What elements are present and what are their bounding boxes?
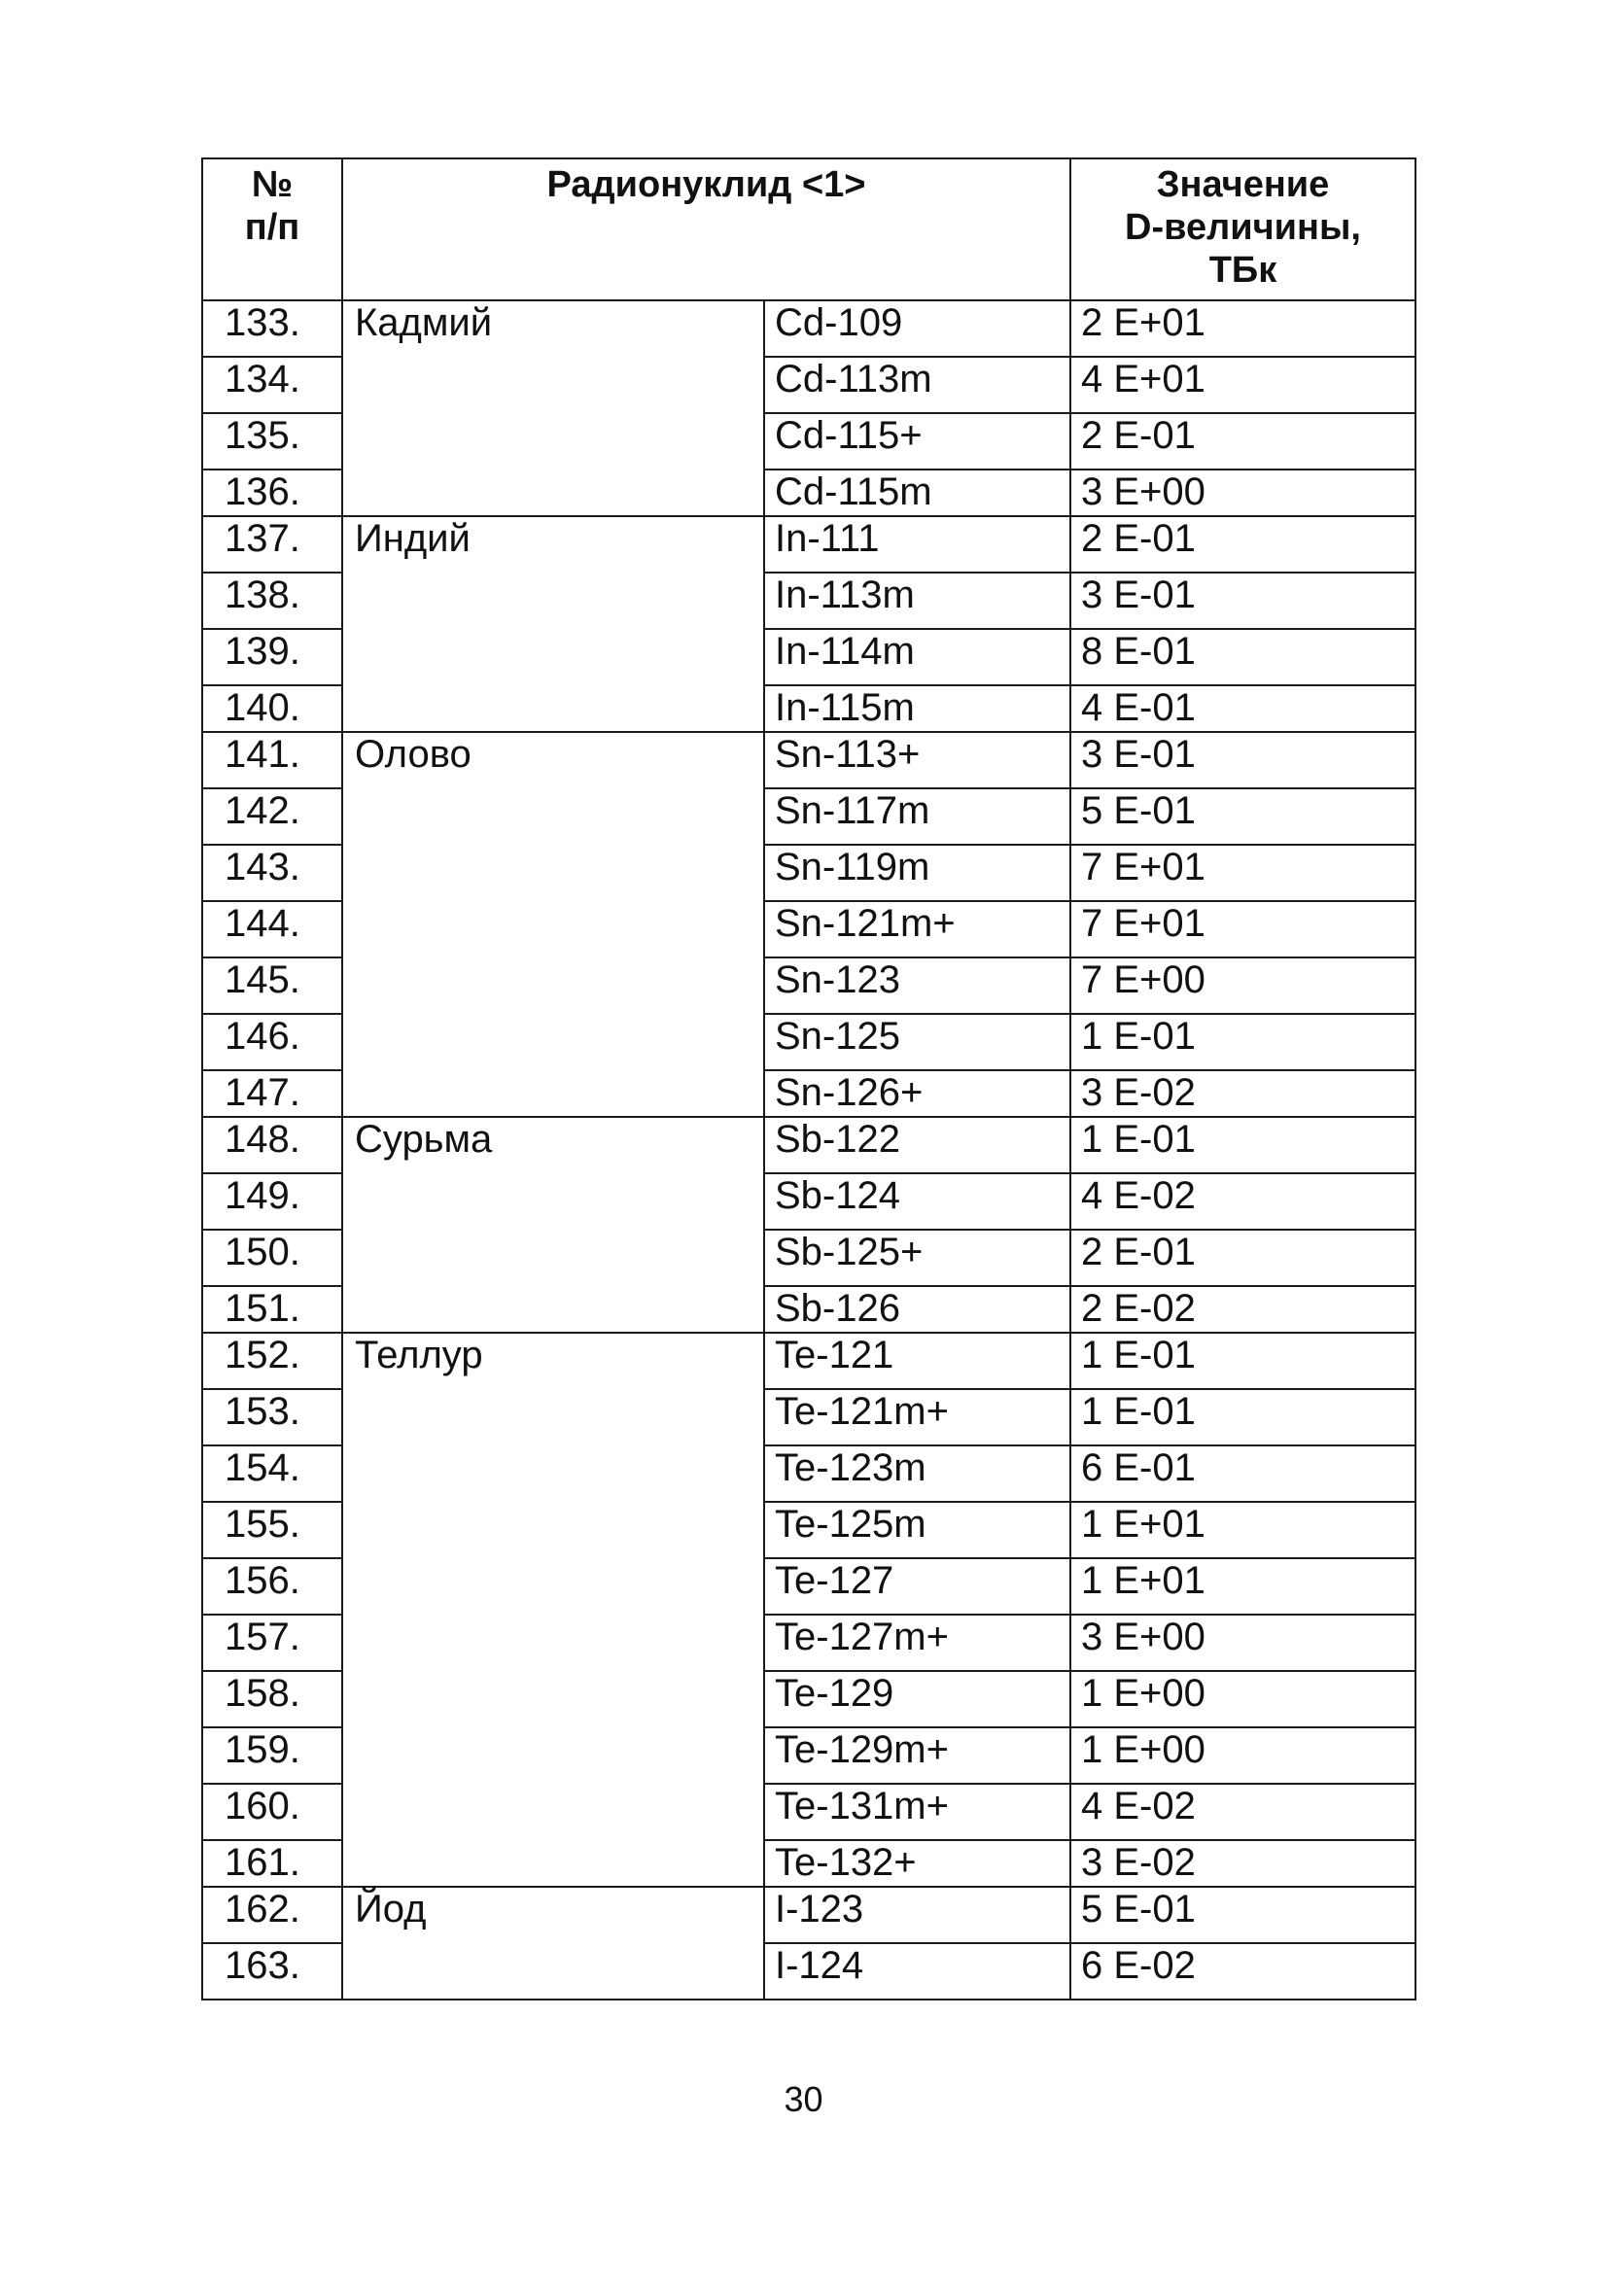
row-number: 158.	[202, 1671, 342, 1727]
header-number-line2: п/п	[244, 207, 300, 248]
nuclide-name: Cd-113m	[764, 357, 1070, 413]
nuclide-name: Sn-117m	[764, 788, 1070, 845]
element-name: Йод	[342, 1887, 764, 2000]
table-row	[202, 732, 1415, 788]
d-value: 7 E+00	[1070, 957, 1415, 1014]
d-value: 2 E-02	[1070, 1286, 1415, 1333]
row-number: 157.	[202, 1615, 342, 1671]
nuclide-name: Sb-124	[764, 1173, 1070, 1230]
d-value: 2 E-01	[1070, 1230, 1415, 1286]
row-number: 137.	[202, 516, 342, 573]
d-value: 1 E-01	[1070, 1117, 1415, 1173]
nuclide-name: Sb-125+	[764, 1230, 1070, 1286]
d-value: 4 E-01	[1070, 685, 1415, 732]
page-number: 30	[784, 2079, 823, 2119]
row-number: 145.	[202, 957, 342, 1014]
nuclide-name: Te-131m+	[764, 1784, 1070, 1840]
nuclide-name: I-123	[764, 1887, 1070, 1943]
d-value: 2 E-01	[1070, 516, 1415, 573]
element-name: Сурьма	[342, 1117, 764, 1333]
nuclide-name: I-124	[764, 1943, 1070, 2000]
d-value: 4 E+01	[1070, 357, 1415, 413]
row-number: 141.	[202, 732, 342, 788]
nuclide-name: Sn-113+	[764, 732, 1070, 788]
row-number: 150.	[202, 1230, 342, 1286]
row-number: 139.	[202, 629, 342, 685]
row-number: 134.	[202, 357, 342, 413]
header-number-line1: №	[251, 164, 294, 205]
d-value: 7 E+01	[1070, 901, 1415, 957]
row-number: 143.	[202, 845, 342, 901]
header-value-line3: ТБк	[1208, 250, 1277, 291]
header-value	[1070, 158, 1415, 300]
row-number: 133.	[202, 300, 342, 357]
row-number: 135.	[202, 413, 342, 470]
nuclide-name: Te-125m	[764, 1502, 1070, 1558]
row-number: 162.	[202, 1887, 342, 1943]
nuclide-name: Sn-126+	[764, 1070, 1070, 1117]
row-number: 147.	[202, 1070, 342, 1117]
table-row	[202, 516, 1415, 573]
d-value: 2 E-01	[1070, 413, 1415, 470]
d-value: 1 E+00	[1070, 1671, 1415, 1727]
nuclide-name: Sn-119m	[764, 845, 1070, 901]
table-row	[202, 1117, 1415, 1173]
nuclide-name: Cd-115m	[764, 470, 1070, 516]
nuclide-name: In-114m	[764, 629, 1070, 685]
nuclide-name: Te-132+	[764, 1840, 1070, 1887]
row-number: 155.	[202, 1502, 342, 1558]
d-value: 1 E+00	[1070, 1727, 1415, 1784]
nuclide-name: Te-127	[764, 1558, 1070, 1615]
nuclide-name: Te-121	[764, 1333, 1070, 1389]
row-number: 140.	[202, 685, 342, 732]
header-number	[202, 158, 342, 300]
d-value: 6 E-01	[1070, 1445, 1415, 1502]
row-number: 156.	[202, 1558, 342, 1615]
row-number: 163.	[202, 1943, 342, 2000]
d-value: 2 E+01	[1070, 300, 1415, 357]
header-value-line1: Значение	[1156, 164, 1330, 205]
row-number: 148.	[202, 1117, 342, 1173]
d-value: 6 E-02	[1070, 1943, 1415, 2000]
element-name: Теллур	[342, 1333, 764, 1887]
row-number: 160.	[202, 1784, 342, 1840]
header-radionuclide: Радионуклид <1>	[342, 158, 1070, 300]
d-value: 3 E+00	[1070, 1615, 1415, 1671]
d-value: 7 E+01	[1070, 845, 1415, 901]
d-value: 1 E+01	[1070, 1558, 1415, 1615]
d-value: 1 E-01	[1070, 1014, 1415, 1070]
radionuclide-table	[201, 157, 1416, 2000]
row-number: 142.	[202, 788, 342, 845]
nuclide-name: Cd-115+	[764, 413, 1070, 470]
nuclide-name: Sn-121m+	[764, 901, 1070, 957]
nuclide-name: Sn-125	[764, 1014, 1070, 1070]
element-name: Олово	[342, 732, 764, 1117]
row-number: 159.	[202, 1727, 342, 1784]
nuclide-name: Sb-126	[764, 1286, 1070, 1333]
d-value: 1 E-01	[1070, 1333, 1415, 1389]
element-name: Кадмий	[342, 300, 764, 516]
nuclide-name: Sn-123	[764, 957, 1070, 1014]
d-value: 5 E-01	[1070, 1887, 1415, 1943]
table-row	[202, 1333, 1415, 1389]
d-value: 8 E-01	[1070, 629, 1415, 685]
table-header-row	[202, 158, 1415, 300]
row-number: 146.	[202, 1014, 342, 1070]
row-number: 161.	[202, 1840, 342, 1887]
d-value: 3 E+00	[1070, 470, 1415, 516]
nuclide-name: Te-129m+	[764, 1727, 1070, 1784]
d-value: 3 E-01	[1070, 732, 1415, 788]
nuclide-name: Te-129	[764, 1671, 1070, 1727]
d-value: 4 E-02	[1070, 1173, 1415, 1230]
nuclide-name: Te-127m+	[764, 1615, 1070, 1671]
header-value-line2: D-величины,	[1125, 207, 1361, 248]
nuclide-name: Te-123m	[764, 1445, 1070, 1502]
nuclide-name: Te-121m+	[764, 1389, 1070, 1445]
d-value: 3 E-02	[1070, 1070, 1415, 1117]
row-number: 151.	[202, 1286, 342, 1333]
d-value: 5 E-01	[1070, 788, 1415, 845]
row-number: 154.	[202, 1445, 342, 1502]
table-row	[202, 1887, 1415, 1943]
element-name: Индий	[342, 516, 764, 732]
d-value: 3 E-02	[1070, 1840, 1415, 1887]
nuclide-name: In-113m	[764, 573, 1070, 629]
table-body	[202, 300, 1415, 2000]
row-number: 153.	[202, 1389, 342, 1445]
nuclide-name: In-115m	[764, 685, 1070, 732]
row-number: 136.	[202, 470, 342, 516]
table-row	[202, 300, 1415, 357]
row-number: 149.	[202, 1173, 342, 1230]
nuclide-name: In-111	[764, 516, 1070, 573]
d-value: 1 E+01	[1070, 1502, 1415, 1558]
row-number: 144.	[202, 901, 342, 957]
row-number: 138.	[202, 573, 342, 629]
nuclide-name: Cd-109	[764, 300, 1070, 357]
row-number: 152.	[202, 1333, 342, 1389]
nuclide-name: Sb-122	[764, 1117, 1070, 1173]
d-value: 1 E-01	[1070, 1389, 1415, 1445]
d-value: 3 E-01	[1070, 573, 1415, 629]
d-value: 4 E-02	[1070, 1784, 1415, 1840]
